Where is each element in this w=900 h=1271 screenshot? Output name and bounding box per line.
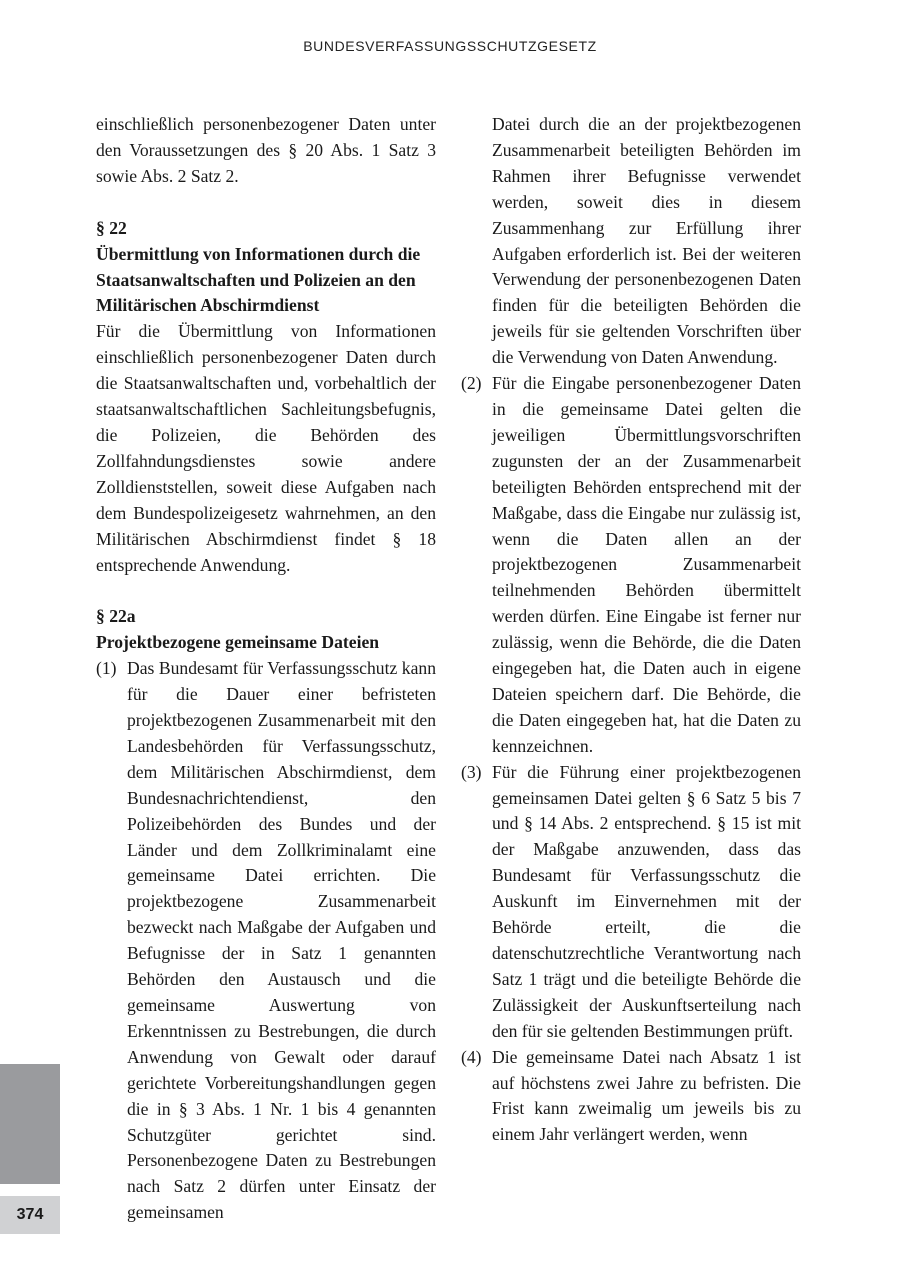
running-header: BUNDESVERFASSUNGSSCHUTZGESETZ [303,38,597,54]
paragraph-1-continued: Datei durch die an der projektbezogenen Zusammenarbeit beteiligten Behörden im Rahmen ihrer Befugnisse verwendet werden, soweit dies in diesem Zusammenhang zur Erfüllung ihrer Aufgaben erforderlich ist. Bei der weiteren Verwendung der personenbezogenen Daten finden für die beteiligten Behörden die jeweils für sie geltenden Vorschriften über die Verwendung von Daten Anwendung. [492,114,801,368]
right-column [461,112,801,1148]
section-22a [96,604,436,1226]
paragraph-2 [461,371,801,760]
paragraph-4-text: Die gemeinsame Datei nach Absatz 1 ist auf höchstens zwei Jahre zu befristen. Die Frist kann zweimalig um jeweils bis zu einem Jahr verlängert werden, wenn [492,1046,801,1145]
paragraph-4-number: (4) [461,1046,482,1067]
section-22a-number: § 22a [96,606,136,627]
paragraph-1-text: Das Bundesamt für Verfassungsschutz kann für die Dauer einer befristeten projektbezogenen Zusammenarbeit mit den Landesbehörden für Verfassungsschutz, dem Militärischen Abschirmdienst, dem Bundesnachrichtendienst, den Polizeibehörden des Bundes und der Länder und dem Zollkriminalamt eine gemeinsame Datei errichten. Die projektbezogene Zusammenarbeit bezweckt nach Maßgabe der Aufgaben und Befugnisse der in Satz 1 genannten Behörden den Austausch und die gemeinsame Auswertung von Erkenntnissen zu Bestrebungen, die durch Anwendung von Gewalt oder darauf gerichtete Vorbereitungshandlungen gegen die in § 3 Abs. 1 Nr. 1 bis 4 genannten Schutzgüter gerichtet sind. Personenbezogene Daten zu Bestrebungen nach Satz 2 dürfen unter Einsatz der gemeinsamen [127,658,436,1223]
page-number: 374 [0,1196,60,1234]
paragraph-4 [461,1045,801,1149]
section-22-body: Für die Übermittlung von Informationen einschließlich personenbezogener Daten durch die Staatsanwaltschaften und, vorbehaltlich der staatsanwaltschaftlichen Sachleitungsbefugnis, die Polizeien, die Behörden des Zollfahndungsdienstes sowie andere Zolldienststellen, soweit diese Aufgaben nach dem Bundespolizeigesetz wahrnehmen, an den Militärischen Abschirmdienst findet § 18 entsprechende Anwendung. [96,321,436,575]
side-thumb-tab [0,1064,60,1184]
section-22-number: § 22 [96,217,127,238]
paragraph-2-text: Für die Eingabe personenbezogener Daten in die gemeinsame Datei gelten die jeweiligen Übermittlungsvorschriften zugunsten der an der Zusammenarbeit beteiligten Behörden entsprechend mit der Maßgabe, dass die Eingabe nur zulässig ist, wenn die Daten allen an der projektbezogenen Zusammenarbeit teilnehmenden Behörden übermittelt werden dürfen. Eine Eingabe ist ferner nur zulässig, wenn die Behörde, die die Daten eingegeben hat, die Daten auch in eigene Dateien speichern darf. Die Behörde, die die Daten eingegeben hat, hat die Daten zu kennzeichnen. [492,373,801,756]
paragraph-3-text: Für die Führung einer projektbezogenen gemeinsamen Datei gelten § 6 Satz 5 bis 7 und § 14 Abs. 2 entsprechend. § 15 ist mit der Maßgabe anzuwenden, dass das Bundesamt für Verfassungsschutz die Auskunft im Einvernehmen mit der Behörde erteilt, die die datenschutzrechtliche Verantwortung nach Satz 1 trägt und die beteiligte Behörde die Zulässigkeit der Auskunftserteilung nach den für sie geltenden Bestimmungen prüft. [492,761,801,1041]
section-22 [96,216,436,579]
section-22-title: Übermittlung von Informationen durch die Staatsanwaltschaften und Polizeien an den Militärischen Abschirmdienst [96,243,421,316]
paragraph-3 [461,760,801,1045]
intro-paragraph: einschließlich personenbezogener Daten unter den Voraussetzungen des § 20 Abs. 1 Satz 3 sowie Abs. 2 Satz 2. [96,114,436,186]
paragraph-1-number: (1) [96,658,117,679]
paragraph-2-number: (2) [461,373,482,394]
section-22a-title: Projektbezogene gemeinsame Dateien [96,632,380,653]
paragraph-1 [96,656,436,1226]
left-column [96,112,436,1226]
paragraph-3-number: (3) [461,761,482,782]
